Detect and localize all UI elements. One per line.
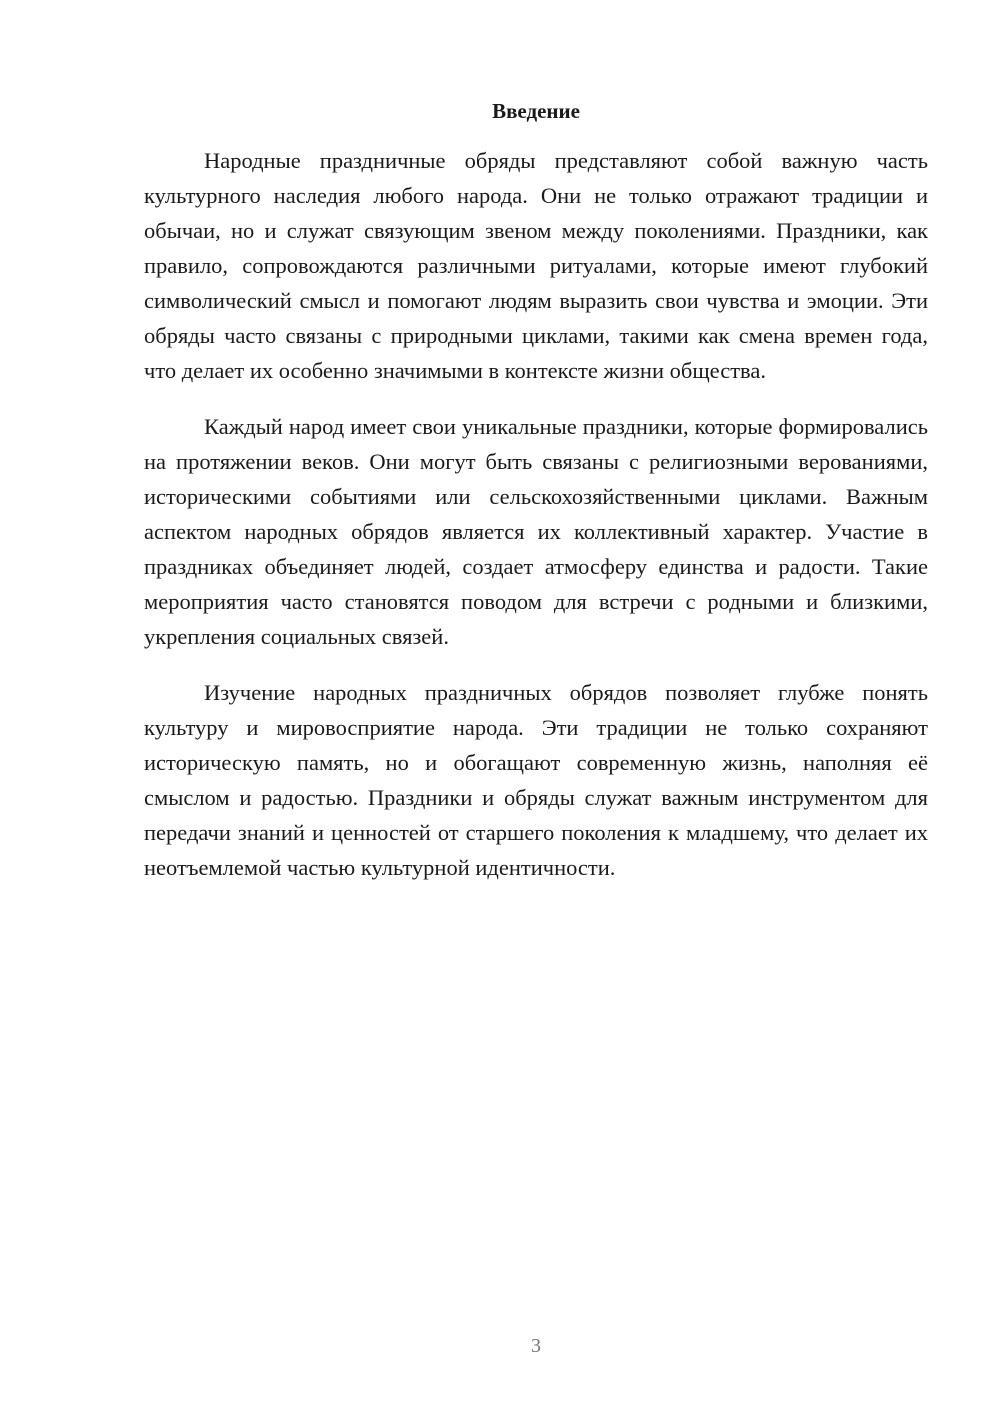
body-text: [144, 143, 928, 906]
paragraph-1: Народные праздничные обряды представляют собой важную часть культурного наследия любого народа. Они не только отражают традиции и обычаи, но и служат связующим звеном между поколениями. Праздники, как правило, сопровождаются различными ритуалами, которые имеют глубокий символический смысл и помогают людям выразить свои чувства и эмоции. Эти обряды часто связаны с природными циклами, такими как смена времен года, что делает их особенно значимыми в контексте жизни общества.: [144, 148, 928, 383]
paragraph-3: Изучение народных праздничных обрядов позволяет глубже понять культуру и мировосприятие народа. Эти традиции не только сохраняют историческую память, но и обогащают современную жизнь, наполняя её смыслом и радостью. Праздники и обряды служат важным инструментом для передачи знаний и ценностей от старшего поколения к младшему, что делает их неотъемлемой частью культурной идентичности.: [144, 680, 928, 880]
section-title: Введение: [492, 99, 580, 123]
paragraph-2: Каждый народ имеет свои уникальные праздники, которые формировались на протяжении веков. Они могут быть связаны с религиозными верованиями, историческими событиями или сельскохозяйственными циклами. Важным аспектом народных обрядов является их коллективный характер. Участие в праздниках объединяет людей, создает атмосферу единства и радости. Такие мероприятия часто становятся поводом для встречи с родными и близкими, укрепления социальных связей.: [144, 414, 928, 649]
page-number: 3: [531, 1335, 541, 1357]
